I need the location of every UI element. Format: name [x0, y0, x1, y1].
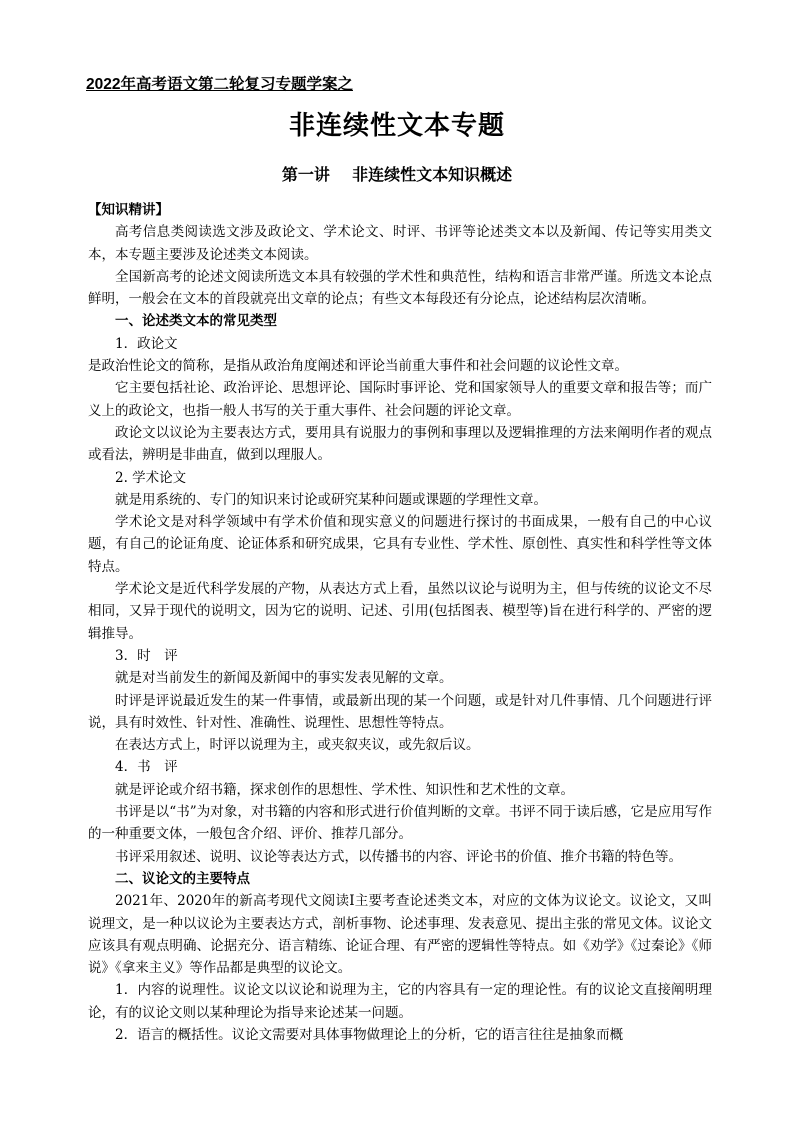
paragraph: 高考信息类阅读选文涉及政论文、学术论文、时评、书评等论述类文本以及新闻、传记等实用类文本，本专题主要涉及论述类文本阅读。: [88, 224, 712, 263]
paragraph: 2021年、2020年的新高考现代文阅读Ⅰ主要考查论述类文本，对应的文体为议论文。议论文，又叫说理文，是一种以议论为主要表达方式，剖析事物、论述事理、发表意见、提出主张的常见文体。议论文应该具有观点明确、论据充分、语言精练、论证合理、有严密的逻辑性等特点。如《劝学》《过秦论》《师说》《拿来主义》等作品都是典型的议论文。: [88, 893, 712, 977]
section-heading-features: 二、议论文的主要特点: [115, 870, 250, 887]
paragraph: 书评采用叙述、说明、议论等表达方式，以传播书的内容、评论书的价值、推介书籍的特色等。: [115, 848, 682, 865]
paragraph: 是政治性论文的简称，是指从政治角度阐述和评论当前重大事件和社会问题的议论性文章。: [88, 358, 628, 375]
series-title: 2022年高考语文第二轮复习专题学案之: [86, 76, 353, 93]
paragraph: 政论文以议论为主要表达方式，要用具有说服力的事例和事理以及逻辑推理的方法来阐明作者的观点或看法，辨明是非曲直，做到以理服人。: [88, 424, 712, 464]
paragraph: 在表达方式上，时评以说理为主，或夹叙夹议，或先叙后议。: [115, 737, 480, 754]
paragraph: 就是评论或介绍书籍，探求创作的思想性、学术性、知识性和艺术性的文章。: [115, 781, 574, 798]
paragraph: 就是用系统的、专门的知识来讨论或研究某种问题或课题的学理性文章。: [115, 491, 547, 508]
paragraph: 书评是以“书”为对象，对书籍的内容和形式进行价值判断的文章。书评不同于读后感，它是应用写作的一种重要文体，一般包含介绍、评价、推荐几部分。: [88, 804, 712, 843]
lecture-title: 第一讲 非连续性文本知识概述: [281, 165, 513, 184]
subheading-political: 1．政论文: [115, 335, 178, 352]
paragraph: 学术论文是近代科学发展的产物，从表达方式上看，虽然以议论与说明为主，但与传统的议论文不尽相同，又异于现代的说明文，因为它的说明、记述、引用(包括图表、模型等)旨在进行科学的、严密的逻辑推导。: [88, 581, 712, 642]
paragraph: 全国新高考的论述文阅读所选文本具有较强的学术性和典范性，结构和语言非常严谨。所选文本论点鲜明，一般会在文本的首段就亮出文章的论点；有些文本每段还有分论点，论述结构层次清晰。: [88, 268, 712, 308]
subheading-book-review: 4．书 评: [115, 759, 178, 776]
section-heading-types: 一、论述类文本的常见类型: [115, 313, 277, 330]
subheading-commentary: 3．时 评: [115, 647, 178, 664]
section-heading-knowledge: 【知识精讲】: [88, 202, 169, 218]
page-title: 非连续性文本专题: [288, 111, 505, 141]
paragraph: 它主要包括社论、政治评论、思想评论、国际时事评论、党和国家领导人的重要文章和报告等；而广义上的政论文，也指一般人书写的关于重大事件、社会问题的评论文章。: [88, 380, 712, 419]
subheading-academic: 2. 学术论文: [115, 469, 187, 486]
paragraph: 学术论文是对科学领域中有学术价值和现实意义的问题进行探讨的书面成果，一般有自己的中心议题，有自己的论证角度、论证体系和研究成果，它具有专业性、学术性、原创性、真实性和科学性等文体特点。: [88, 514, 712, 575]
document-body: [88, 199, 712, 1046]
paragraph: 就是对当前发生的新闻及新闻中的事实发表见解的文章。: [115, 670, 453, 687]
paragraph: 2．语言的概括性。议论文需要对具体事物做理论上的分析，它的语言往往是抽象而概: [115, 1026, 624, 1043]
paragraph: 时评是评说最近发生的某一件事情，或最新出现的某一个问题，或是针对几件事情、几个问题进行评说，具有时效性、针对性、准确性、说理性、思想性等特点。: [88, 692, 712, 731]
paragraph: 1．内容的说理性。议论文以议论和说理为主，它的内容具有一定的理论性。有的议论文直接阐明理论，有的议论文则以某种理论为指导来论述某一问题。: [88, 982, 712, 1021]
